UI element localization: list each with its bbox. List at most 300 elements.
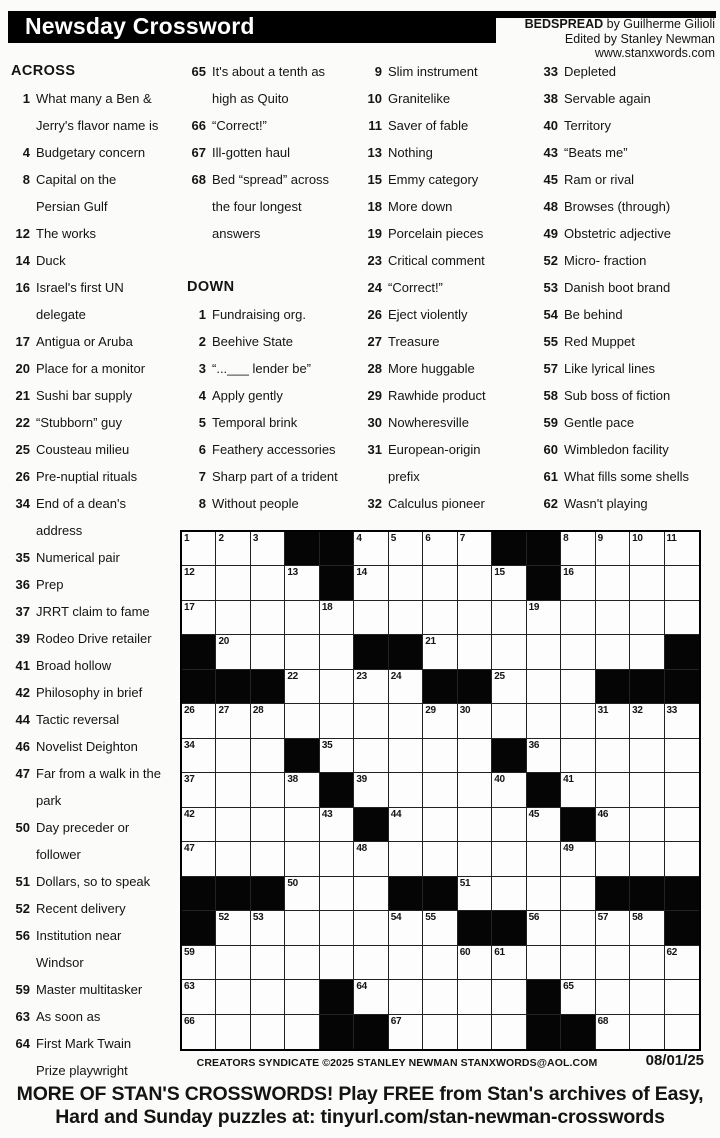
clue-text: Ram or rival — [564, 172, 635, 187]
clue-number: 57 — [543, 361, 558, 376]
grid-cell-r14c9[interactable] — [458, 980, 492, 1014]
grid-cell-r13c1[interactable] — [182, 946, 216, 980]
grid-cell-r4c4[interactable] — [285, 635, 319, 669]
cell-number: 12 — [184, 567, 195, 579]
cell-number: 2 — [218, 533, 224, 544]
grid-cell-r10c14[interactable] — [630, 842, 664, 876]
clue-down-7 — [184, 463, 358, 490]
grid-cell-r3c2[interactable] — [216, 601, 250, 635]
cell-number: 32 — [632, 705, 643, 717]
across-heading: ACROSS — [11, 63, 76, 79]
grid-cell-r4c11[interactable] — [527, 635, 561, 669]
grid-cell-r15c3[interactable] — [251, 1015, 285, 1049]
clue-text: Broad hollow — [36, 658, 112, 673]
clue-number: 4 — [22, 145, 30, 160]
clue-down-60 — [536, 436, 718, 463]
clue-text: Depleted — [564, 64, 617, 79]
grid-cell-r14c1[interactable] — [182, 980, 216, 1014]
grid-cell-r1c8[interactable] — [423, 532, 457, 566]
clue-text: Master multitasker — [36, 982, 143, 997]
clue-down-18 — [360, 193, 534, 220]
grid-cell-r9c9[interactable] — [458, 808, 492, 842]
grid-cell-r7c3[interactable] — [251, 739, 285, 773]
grid-cell-r9c3[interactable] — [251, 808, 285, 842]
grid-cell-r9c14[interactable] — [630, 808, 664, 842]
grid-cell-r3c4[interactable] — [285, 601, 319, 635]
grid-cell-r2c13[interactable] — [596, 566, 630, 600]
grid-cell-r2c10[interactable] — [492, 566, 526, 600]
clue-number: 46 — [15, 739, 30, 754]
clue-across-66 — [184, 112, 358, 139]
grid-cell-r11c6[interactable] — [354, 877, 388, 911]
grid-cell-r9c8[interactable] — [423, 808, 457, 842]
clue-indent — [184, 220, 206, 247]
grid-cell-r14c15[interactable] — [665, 980, 699, 1014]
grid-cell-r6c7[interactable] — [389, 704, 423, 738]
grid-cell-r9c5[interactable] — [320, 808, 354, 842]
grid-cell-r7c7[interactable] — [389, 739, 423, 773]
grid-cell-r3c3[interactable] — [251, 601, 285, 635]
grid-cell-r4c10[interactable] — [492, 635, 526, 669]
grid-black-cell-r5c9 — [458, 670, 492, 704]
clue-across-25 — [8, 436, 182, 463]
grid-cell-r11c11[interactable] — [527, 877, 561, 911]
grid-cell-r3c13[interactable] — [596, 601, 630, 635]
grid-cell-r10c4[interactable] — [285, 842, 319, 876]
grid-cell-r15c15[interactable] — [665, 1015, 699, 1049]
grid-cell-r8c2[interactable] — [216, 773, 250, 807]
clue-text: Numerical pair — [36, 550, 120, 565]
grid-cell-r13c13[interactable] — [596, 946, 630, 980]
clue-number: 8 — [22, 172, 30, 187]
grid-cell-r15c13[interactable] — [596, 1015, 630, 1049]
clue-number: 3 — [198, 361, 206, 376]
grid-cell-r10c7[interactable] — [389, 842, 423, 876]
clue-number: 10 — [367, 91, 382, 106]
grid-cell-r12c3[interactable] — [251, 911, 285, 945]
clue-text: Sushi bar supply — [36, 388, 133, 403]
grid-cell-r3c1[interactable] — [182, 601, 216, 635]
clue-indent — [8, 193, 30, 220]
grid-black-cell-r7c4 — [285, 739, 319, 773]
grid-cell-r2c3[interactable] — [251, 566, 285, 600]
grid-cell-r6c4[interactable] — [285, 704, 319, 738]
grid-cell-r8c7[interactable] — [389, 773, 423, 807]
grid-cell-r13c9[interactable] — [458, 946, 492, 980]
grid-cell-r12c13[interactable] — [596, 911, 630, 945]
grid-cell-r5c6[interactable] — [354, 670, 388, 704]
clue-number: 42 — [15, 685, 30, 700]
page-title: Newsday Crossword — [8, 11, 496, 43]
cell-number: 26 — [184, 705, 195, 717]
grid-cell-r9c15[interactable] — [665, 808, 699, 842]
grid-cell-r13c4[interactable] — [285, 946, 319, 980]
grid-cell-r2c2[interactable] — [216, 566, 250, 600]
clue-down-9 — [360, 58, 534, 85]
cell-number: 53 — [252, 912, 264, 924]
grid-cell-r15c10[interactable] — [492, 1015, 526, 1049]
clue-text: Jerry's flavor name is — [36, 118, 159, 133]
grid-cell-r8c10[interactable] — [492, 773, 526, 807]
grid-cell-r10c12[interactable] — [561, 842, 595, 876]
grid-cell-r4c8[interactable] — [423, 635, 457, 669]
grid-cell-r6c14[interactable] — [630, 704, 664, 738]
grid-cell-r12c12[interactable] — [561, 911, 595, 945]
clue-indent — [360, 463, 382, 490]
grid-cell-r7c1[interactable] — [182, 739, 216, 773]
grid-cell-r1c6[interactable] — [354, 532, 388, 566]
clue-number: 52 — [543, 253, 558, 268]
clue-number: 19 — [367, 226, 382, 241]
clue-number: 5 — [198, 415, 206, 430]
grid-cell-r4c5[interactable] — [320, 635, 354, 669]
grid-cell-r8c4[interactable] — [285, 773, 319, 807]
grid-cell-r6c13[interactable] — [596, 704, 630, 738]
grid-cell-r8c15[interactable] — [665, 773, 699, 807]
clue-text: prefix — [388, 469, 420, 484]
grid-cell-r14c2[interactable] — [216, 980, 250, 1014]
grid-cell-r10c3[interactable] — [251, 842, 285, 876]
grid-cell-r2c7[interactable] — [389, 566, 423, 600]
grid-cell-r3c10[interactable] — [492, 601, 526, 635]
clue-text: Temporal brink — [212, 415, 298, 430]
grid-cell-r8c8[interactable] — [423, 773, 457, 807]
grid-cell-r8c3[interactable] — [251, 773, 285, 807]
grid-cell-r5c7[interactable] — [389, 670, 423, 704]
grid-cell-r7c6[interactable] — [354, 739, 388, 773]
grid-cell-r11c9[interactable] — [458, 877, 492, 911]
grid-cell-r3c8[interactable] — [423, 601, 457, 635]
grid-cell-r10c15[interactable] — [665, 842, 699, 876]
grid-cell-r4c9[interactable] — [458, 635, 492, 669]
grid-cell-r6c1[interactable] — [182, 704, 216, 738]
grid-cell-r8c14[interactable] — [630, 773, 664, 807]
grid-cell-r12c14[interactable] — [630, 911, 664, 945]
grid-cell-r12c6[interactable] — [354, 911, 388, 945]
grid-cell-r15c2[interactable] — [216, 1015, 250, 1049]
promo-block — [0, 1083, 720, 1129]
grid-cell-r5c5[interactable] — [320, 670, 354, 704]
grid-cell-r2c4[interactable] — [285, 566, 319, 600]
clue-number: 31 — [367, 442, 382, 457]
grid-black-cell-r5c1 — [182, 670, 216, 704]
grid-cell-r15c14[interactable] — [630, 1015, 664, 1049]
grid-cell-r13c11[interactable] — [527, 946, 561, 980]
grid-cell-r13c2[interactable] — [216, 946, 250, 980]
cell-number: 41 — [563, 774, 574, 786]
grid-cell-r12c4[interactable] — [285, 911, 319, 945]
clue-number: 34 — [15, 496, 30, 511]
grid-cell-r6c3[interactable] — [251, 704, 285, 738]
grid-cell-r13c8[interactable] — [423, 946, 457, 980]
clue-text: Like lyrical lines — [564, 361, 656, 376]
grid-cell-r6c5[interactable] — [320, 704, 354, 738]
clue-text: follower — [36, 847, 81, 862]
clue-text: Sub boss of fiction — [564, 388, 671, 403]
grid-cell-r4c2[interactable] — [216, 635, 250, 669]
clue-down-32 — [360, 490, 534, 517]
clue-number: 37 — [15, 604, 30, 619]
grid-cell-r15c4[interactable] — [285, 1015, 319, 1049]
grid-cell-r14c12[interactable] — [561, 980, 595, 1014]
grid-cell-r11c12[interactable] — [561, 877, 595, 911]
grid-cell-r15c7[interactable] — [389, 1015, 423, 1049]
clue-number: 26 — [15, 469, 30, 484]
grid-cell-r1c13[interactable] — [596, 532, 630, 566]
clue-indent — [8, 949, 30, 976]
clue-text: Browses (through) — [564, 199, 671, 214]
grid-black-cell-r14c5 — [320, 980, 354, 1014]
clue-text: Gentle pace — [564, 415, 635, 430]
clue-across-41 — [8, 652, 182, 679]
grid-cell-r12c7[interactable] — [389, 911, 423, 945]
grid-black-cell-r5c8 — [423, 670, 457, 704]
grid-cell-r10c5[interactable] — [320, 842, 354, 876]
grid-cell-r6c8[interactable] — [423, 704, 457, 738]
grid-cell-r1c15[interactable] — [665, 532, 699, 566]
clue-across-20 — [8, 355, 182, 382]
grid-cell-r9c10[interactable] — [492, 808, 526, 842]
cell-number: 43 — [321, 808, 333, 820]
byline-block — [525, 17, 715, 61]
cell-number: 56 — [528, 912, 540, 924]
grid-cell-r10c1[interactable] — [182, 842, 216, 876]
grid-cell-r2c8[interactable] — [423, 566, 457, 600]
clue-text: Treasure — [388, 334, 440, 349]
grid-cell-r14c13[interactable] — [596, 980, 630, 1014]
grid-black-cell-r5c13 — [596, 670, 630, 704]
grid-cell-r1c3[interactable] — [251, 532, 285, 566]
grid-cell-r3c11[interactable] — [527, 601, 561, 635]
grid-cell-r7c14[interactable] — [630, 739, 664, 773]
grid-cell-r3c12[interactable] — [561, 601, 595, 635]
clue-text: Place for a monitor — [36, 361, 146, 376]
cell-number: 49 — [563, 843, 574, 855]
grid-cell-r7c5[interactable] — [320, 739, 354, 773]
clue-text: Apply gently — [212, 388, 283, 403]
grid-cell-r12c2[interactable] — [216, 911, 250, 945]
grid-cell-r7c11[interactable] — [527, 739, 561, 773]
clue-number: 65 — [191, 64, 206, 79]
clue-down-59 — [536, 409, 718, 436]
grid-cell-r5c10[interactable] — [492, 670, 526, 704]
clue-text: Beehive State — [212, 334, 293, 349]
clue-number: 1 — [198, 307, 206, 322]
clue-number: 61 — [543, 469, 558, 484]
cell-number: 66 — [184, 1015, 195, 1027]
clue-text: Capital on the — [36, 172, 117, 187]
grid-cell-r5c12[interactable] — [561, 670, 595, 704]
grid-cell-r9c2[interactable] — [216, 808, 250, 842]
grid-cell-r9c13[interactable] — [596, 808, 630, 842]
grid-cell-r7c12[interactable] — [561, 739, 595, 773]
grid-cell-r13c10[interactable] — [492, 946, 526, 980]
grid-cell-r8c13[interactable] — [596, 773, 630, 807]
grid-cell-r2c15[interactable] — [665, 566, 699, 600]
clue-text: Saver of fable — [388, 118, 469, 133]
grid-cell-r7c8[interactable] — [423, 739, 457, 773]
grid-black-cell-r15c5 — [320, 1015, 354, 1049]
grid-cell-r8c6[interactable] — [354, 773, 388, 807]
grid-cell-r14c8[interactable] — [423, 980, 457, 1014]
grid-cell-r9c1[interactable] — [182, 808, 216, 842]
cell-number: 58 — [632, 912, 643, 924]
grid-cell-r1c9[interactable] — [458, 532, 492, 566]
clue-indent — [8, 301, 30, 328]
grid-cell-r3c15[interactable] — [665, 601, 699, 635]
grid-black-cell-r1c10 — [492, 532, 526, 566]
grid-cell-r5c11[interactable] — [527, 670, 561, 704]
grid-cell-r12c8[interactable] — [423, 911, 457, 945]
clue-number: 62 — [543, 496, 558, 511]
grid-cell-r14c10[interactable] — [492, 980, 526, 1014]
grid-cell-r15c1[interactable] — [182, 1015, 216, 1049]
clue-text: More down — [388, 199, 453, 214]
cell-number: 30 — [459, 705, 471, 717]
grid-cell-r14c7[interactable] — [389, 980, 423, 1014]
grid-cell-r14c3[interactable] — [251, 980, 285, 1014]
grid-cell-r4c12[interactable] — [561, 635, 595, 669]
clue-text: Calculus pioneer — [388, 496, 485, 511]
grid-cell-r3c14[interactable] — [630, 601, 664, 635]
clue-number: 16 — [15, 280, 30, 295]
clue-across-46 — [8, 733, 182, 760]
grid-cell-r10c6[interactable] — [354, 842, 388, 876]
grid-cell-r3c7[interactable] — [389, 601, 423, 635]
grid-cell-r7c13[interactable] — [596, 739, 630, 773]
grid-cell-r7c2[interactable] — [216, 739, 250, 773]
cell-number: 61 — [494, 946, 505, 958]
grid-cell-r7c15[interactable] — [665, 739, 699, 773]
grid-cell-r15c9[interactable] — [458, 1015, 492, 1049]
clue-text: Prize playwright — [36, 1063, 128, 1078]
clue-text: Duck — [36, 253, 66, 268]
grid-cell-r6c6[interactable] — [354, 704, 388, 738]
grid-cell-r13c5[interactable] — [320, 946, 354, 980]
clue-across-4 — [8, 139, 182, 166]
grid-cell-r9c11[interactable] — [527, 808, 561, 842]
grid-cell-r5c4[interactable] — [285, 670, 319, 704]
clue-indent — [184, 193, 206, 220]
grid-cell-r10c2[interactable] — [216, 842, 250, 876]
grid-cell-r2c14[interactable] — [630, 566, 664, 600]
cell-number: 34 — [184, 739, 195, 751]
clue-text: Territory — [564, 118, 611, 133]
grid-black-cell-r8c5 — [320, 773, 354, 807]
clue-text: Micro- fraction — [564, 253, 647, 268]
grid-cell-r6c2[interactable] — [216, 704, 250, 738]
grid-black-cell-r11c2 — [216, 877, 250, 911]
grid-cell-r13c12[interactable] — [561, 946, 595, 980]
clue-indent — [8, 1057, 30, 1084]
clue-across-34 — [8, 490, 182, 544]
grid-cell-r10c8[interactable] — [423, 842, 457, 876]
clue-number: 39 — [15, 631, 30, 646]
grid-black-cell-r12c10 — [492, 911, 526, 945]
grid-cell-r2c12[interactable] — [561, 566, 595, 600]
grid-cell-r14c4[interactable] — [285, 980, 319, 1014]
grid-cell-r13c14[interactable] — [630, 946, 664, 980]
grid-cell-r1c2[interactable] — [216, 532, 250, 566]
clue-text: What many a Ben & — [36, 91, 152, 106]
grid-cell-r8c1[interactable] — [182, 773, 216, 807]
grid-cell-r1c12[interactable] — [561, 532, 595, 566]
cell-number: 11 — [666, 533, 677, 544]
grid-black-cell-r8c11 — [527, 773, 561, 807]
clue-text: Ill-gotten haul — [212, 145, 291, 160]
grid-black-cell-r4c15 — [665, 635, 699, 669]
grid-cell-r10c13[interactable] — [596, 842, 630, 876]
grid-cell-r12c5[interactable] — [320, 911, 354, 945]
grid-cell-r4c3[interactable] — [251, 635, 285, 669]
grid-cell-r6c11[interactable] — [527, 704, 561, 738]
grid-cell-r3c5[interactable] — [320, 601, 354, 635]
grid-cell-r6c12[interactable] — [561, 704, 595, 738]
grid-cell-r10c9[interactable] — [458, 842, 492, 876]
grid-cell-r9c4[interactable] — [285, 808, 319, 842]
grid-cell-r1c14[interactable] — [630, 532, 664, 566]
grid-cell-r11c10[interactable] — [492, 877, 526, 911]
clue-number: 1 — [22, 91, 30, 106]
grid-cell-r11c5[interactable] — [320, 877, 354, 911]
grid-cell-r10c10[interactable] — [492, 842, 526, 876]
grid-cell-r7c9[interactable] — [458, 739, 492, 773]
grid-cell-r6c15[interactable] — [665, 704, 699, 738]
clue-across-39 — [8, 625, 182, 652]
grid-cell-r4c14[interactable] — [630, 635, 664, 669]
grid-cell-r15c8[interactable] — [423, 1015, 457, 1049]
grid-cell-r10c11[interactable] — [527, 842, 561, 876]
grid-cell-r3c6[interactable] — [354, 601, 388, 635]
clue-text: high as Quito — [212, 91, 289, 106]
clue-text: Danish boot brand — [564, 280, 671, 295]
cell-number: 65 — [563, 981, 574, 993]
cell-number: 3 — [252, 533, 259, 544]
cell-number: 20 — [218, 636, 229, 648]
cell-number: 64 — [356, 981, 367, 993]
grid-cell-r13c15[interactable] — [665, 946, 699, 980]
cell-number: 22 — [287, 670, 298, 682]
grid-cell-r1c1[interactable] — [182, 532, 216, 566]
clue-text: address — [36, 523, 83, 538]
grid-cell-r13c7[interactable] — [389, 946, 423, 980]
grid-cell-r13c3[interactable] — [251, 946, 285, 980]
clue-number: 36 — [15, 577, 30, 592]
grid-cell-r8c12[interactable] — [561, 773, 595, 807]
grid-cell-r8c9[interactable] — [458, 773, 492, 807]
grid-cell-r2c6[interactable] — [354, 566, 388, 600]
grid-cell-r1c7[interactable] — [389, 532, 423, 566]
clue-text: Granitelike — [388, 91, 451, 106]
grid-cell-r14c6[interactable] — [354, 980, 388, 1014]
grid-cell-r6c10[interactable] — [492, 704, 526, 738]
clue-down-48 — [536, 193, 718, 220]
clue-text: Israel's first UN — [36, 280, 124, 295]
grid-cell-r6c9[interactable] — [458, 704, 492, 738]
cell-number: 55 — [425, 912, 436, 924]
grid-cell-r2c9[interactable] — [458, 566, 492, 600]
grid-cell-r12c11[interactable] — [527, 911, 561, 945]
grid-cell-r2c1[interactable] — [182, 566, 216, 600]
grid-cell-r13c6[interactable] — [354, 946, 388, 980]
grid-cell-r3c9[interactable] — [458, 601, 492, 635]
grid-black-cell-r9c6 — [354, 808, 388, 842]
grid-cell-r4c13[interactable] — [596, 635, 630, 669]
grid-cell-r14c14[interactable] — [630, 980, 664, 1014]
grid-cell-r11c4[interactable] — [285, 877, 319, 911]
grid-cell-r9c7[interactable] — [389, 808, 423, 842]
clue-number: 54 — [543, 307, 558, 322]
